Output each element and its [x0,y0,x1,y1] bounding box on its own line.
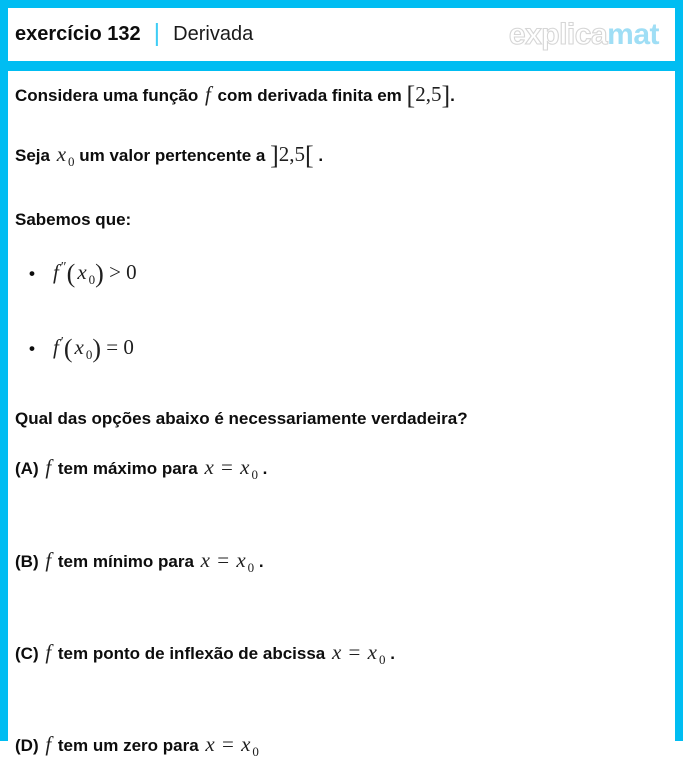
segment-t: . [257,459,268,478]
segment-r: = 0 [101,335,134,359]
segment-i: f [45,548,52,572]
segment-i: x [77,260,87,284]
line-known-heading [15,205,665,235]
segment-lb: ] [441,81,451,110]
segment-i: x [74,335,84,359]
segment-p: ′ [60,335,64,350]
segment-s: 0 [251,467,258,482]
segment-r: = [216,732,240,756]
line-intro-finite-derivative [15,79,665,111]
segment-i: f [52,335,59,359]
segment-s: 0 [68,154,75,169]
segment-t: Considera uma função [15,86,203,105]
logo-text-mat: mat [607,17,659,51]
segment-t: (B) [15,552,44,571]
segment-lb: ( [63,334,73,363]
segment-t: Sabemos que: [15,210,132,229]
segment-lb: ( [66,259,76,288]
header-divider [8,61,675,71]
exercise-number: exercício 132 [15,23,141,45]
segment-t: (C) [15,644,44,663]
segment-lb: ] [270,141,279,170]
segment-lb: ) [92,334,102,363]
segment-i: x [236,548,246,572]
segment-i: x [367,640,377,664]
segment-t: (A) [15,459,44,478]
segment-s: 0 [247,560,255,575]
segment-t: . [313,146,324,165]
logo-text-explica: explica [508,17,608,51]
segment-i: x [241,732,251,756]
segment-i: x [204,455,214,479]
segment-i: f [45,732,52,756]
line-option-a [15,452,665,490]
line-known-first-derivative [15,328,665,370]
line-option-d [15,729,665,767]
segment-t: com derivada finita em [212,86,407,105]
segment-i: x [56,142,67,166]
line-option-b [15,545,665,583]
segment-lb: [ [305,141,314,170]
segment-t: Qual das opções abaixo é necessariamente verdadeira? [15,409,468,428]
segment-s: 0 [378,652,386,667]
segment-lb: ) [95,259,104,288]
segment-t: . [385,644,395,663]
segment-lb: [ [406,81,416,110]
segment-t: tem máximo para [53,459,203,478]
segment-s: 0 [85,347,93,362]
segment-s: 0 [88,272,96,287]
bullet-marker: • [29,339,35,358]
segment-r: = [211,548,235,572]
segment-r: 2,5 [278,142,306,166]
segment-i: f [45,455,52,479]
line-known-second-derivative [15,253,665,295]
bullet-marker: • [29,264,35,283]
line-option-c [15,637,665,675]
segment-i: f [45,640,52,664]
segment-t: . [450,86,455,105]
segment-r: 2,5 [415,82,442,106]
segment-t: tem mínimo para [53,552,199,571]
segment-i: x [200,548,210,572]
topic-title: Derivada [173,23,254,45]
header-bar [8,8,675,61]
segment-r: = [215,455,239,479]
segment-r: = [343,640,366,664]
line-intro-x0 [15,139,665,177]
content-lines [8,71,675,767]
segment-t: tem um zero para [53,736,204,755]
segment-i: x [331,640,342,664]
segment-i: x [240,455,250,479]
segment-t: Seja [15,146,55,165]
segment-p: ″ [60,260,67,275]
line-question [15,404,665,434]
segment-t: . [254,552,264,571]
segment-s: 0 [252,744,259,759]
explicamat-logo [509,18,659,52]
segment-i: f [204,82,211,106]
segment-t: um valor pertencente a [74,146,271,165]
segment-t: (D) [15,736,44,755]
segment-r: > 0 [103,260,137,284]
segment-t: tem ponto de inflexão de abcissa [53,644,330,663]
segment-i: f [52,260,59,284]
header-separator-bar: | [153,19,161,47]
segment-i: x [205,732,215,756]
